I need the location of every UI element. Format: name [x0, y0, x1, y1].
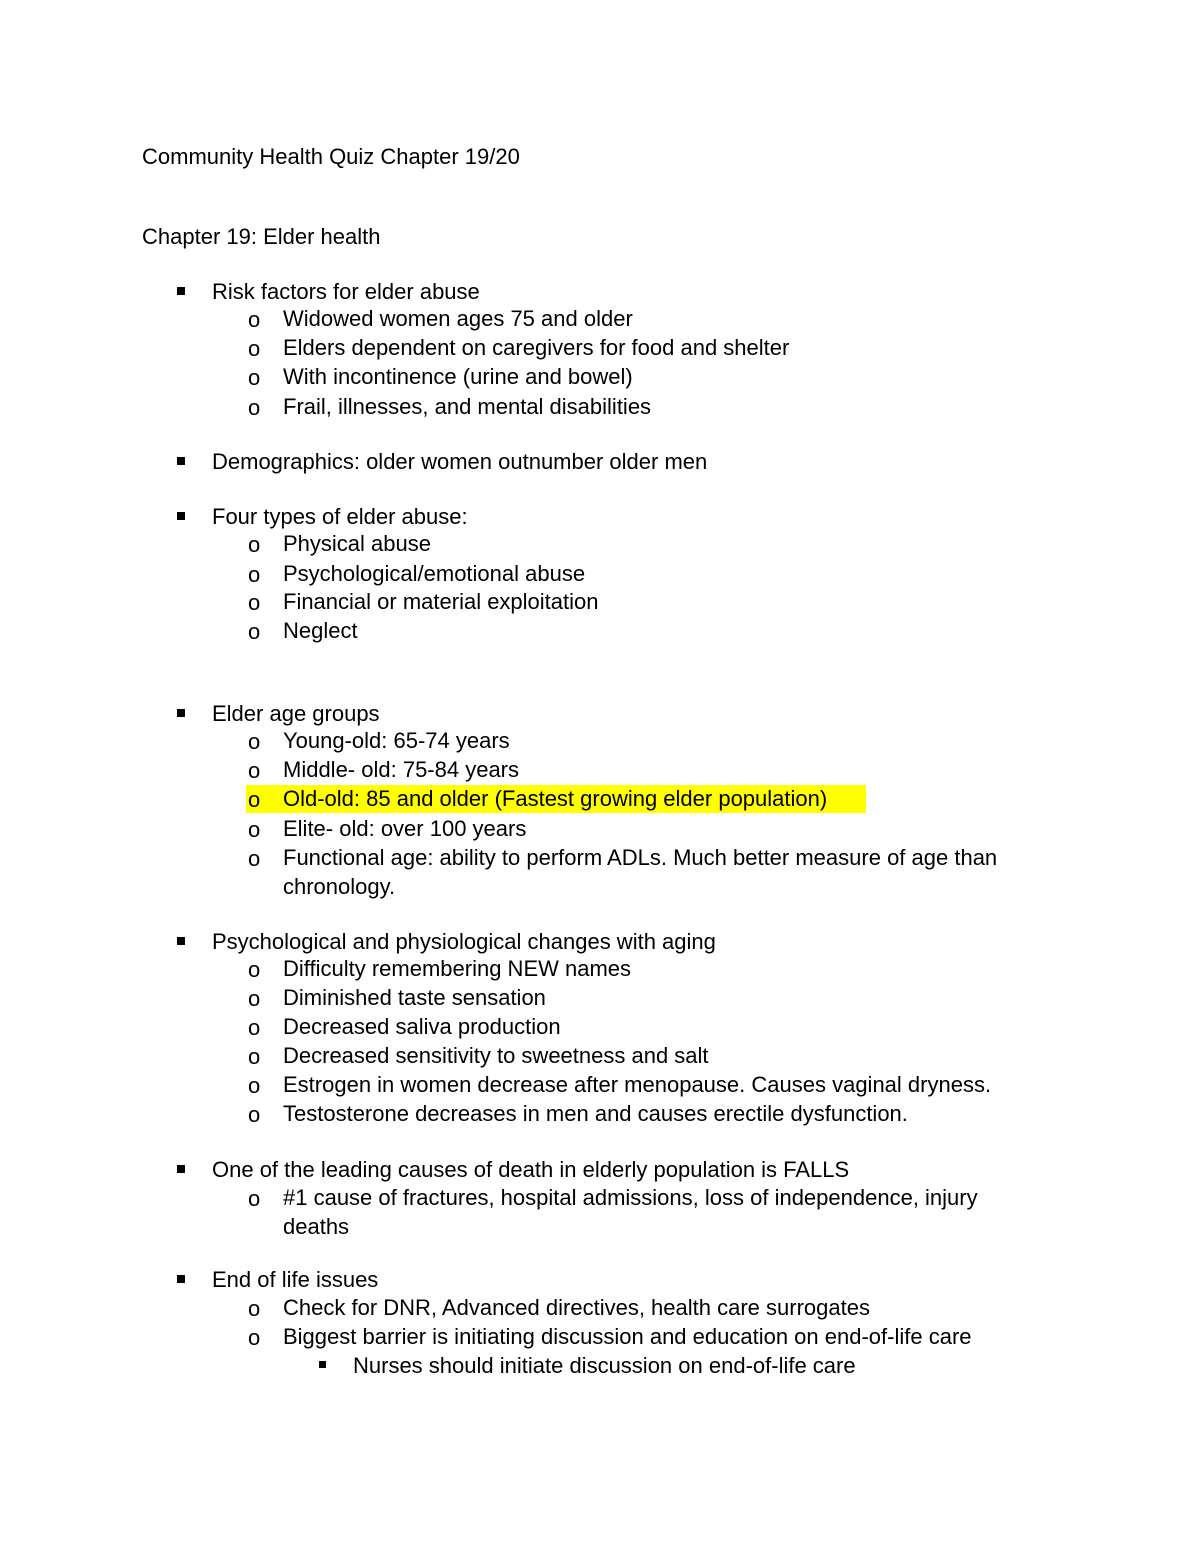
list-item: Physical abuse: [283, 531, 431, 556]
list-item: Young-old: 65-74 years: [283, 728, 510, 753]
list-item: Biggest barrier is initiating discussion and education on end-of-life care: [283, 1324, 972, 1349]
square-bullet-icon: [177, 709, 185, 717]
list-item-continuation: chronology.: [283, 874, 396, 899]
circle-bullet-icon: o: [248, 532, 261, 557]
list-item: Frail, illnesses, and mental disabilities: [283, 394, 652, 419]
square-bullet-icon: [177, 937, 185, 945]
circle-bullet-icon: o: [248, 365, 261, 390]
circle-bullet-icon: o: [248, 758, 261, 783]
list-item: Decreased saliva production: [283, 1014, 561, 1039]
list-item: Diminished taste sensation: [283, 985, 546, 1010]
circle-bullet-icon: o: [248, 1325, 261, 1350]
section-heading: End of life issues: [212, 1267, 379, 1292]
section-heading: Risk factors for elder abuse: [212, 279, 480, 304]
list-item: With incontinence (urine and bowel): [283, 364, 633, 389]
section-heading: Elder age groups: [212, 701, 380, 726]
list-item: Psychological/emotional abuse: [283, 561, 586, 586]
list-item: #1 cause of fractures, hospital admissions, loss of independence, injury: [283, 1185, 978, 1210]
list-item: Difficulty remembering NEW names: [283, 956, 632, 981]
square-bullet-icon: [177, 1165, 185, 1173]
circle-bullet-icon: o: [248, 562, 261, 587]
circle-bullet-icon: o: [248, 729, 261, 754]
list-item: Testosterone decreases in men and causes erectile dysfunction.: [283, 1101, 908, 1126]
section-heading: Psychological and physiological changes with aging: [212, 929, 716, 954]
list-item: Financial or material exploitation: [283, 589, 599, 614]
square-bullet-icon: [319, 1361, 326, 1368]
list-item: Elders dependent on caregivers for food and shelter: [283, 335, 790, 360]
circle-bullet-icon: o: [248, 846, 261, 871]
circle-bullet-icon: o: [248, 619, 261, 644]
square-bullet-icon: [177, 287, 185, 295]
circle-bullet-icon: o: [248, 1073, 261, 1098]
list-item: Estrogen in women decrease after menopause. Causes vaginal dryness.: [283, 1072, 992, 1097]
list-item: Neglect: [283, 618, 358, 643]
circle-bullet-icon: o: [248, 336, 261, 361]
circle-bullet-icon: o: [248, 986, 261, 1011]
circle-bullet-icon: o: [248, 1102, 261, 1127]
chapter-heading: Chapter 19: Elder health: [142, 224, 381, 249]
circle-bullet-icon: o: [248, 817, 261, 842]
circle-bullet-icon: o: [248, 1186, 261, 1211]
list-item: Check for DNR, Advanced directives, health care surrogates: [283, 1295, 870, 1320]
circle-bullet-icon: o: [248, 1296, 261, 1321]
square-bullet-icon: [177, 512, 185, 520]
section-heading: One of the leading causes of death in elderly population is FALLS: [212, 1157, 850, 1182]
list-item: Decreased sensitivity to sweetness and salt: [283, 1043, 709, 1068]
list-item: Functional age: ability to perform ADLs. Much better measure of age than: [283, 845, 998, 870]
list-item: Elite- old: over 100 years: [283, 816, 527, 841]
list-item: Widowed women ages 75 and older: [283, 306, 633, 331]
list-item-continuation: deaths: [283, 1214, 350, 1239]
square-bullet-icon: [177, 1275, 185, 1283]
circle-bullet-icon: o: [248, 307, 261, 332]
circle-bullet-icon: o: [248, 1044, 261, 1069]
list-subitem: Nurses should initiate discussion on end-of-life care: [353, 1353, 856, 1378]
list-item: Middle- old: 75-84 years: [283, 757, 520, 782]
document-title: Community Health Quiz Chapter 19/20: [142, 144, 520, 169]
circle-bullet-icon: o: [248, 395, 261, 420]
list-item-highlighted: Old-old: 85 and older (Fastest growing elder population): [283, 786, 828, 811]
section-heading: Four types of elder abuse:: [212, 504, 468, 529]
section-heading: Demographics: older women outnumber older men: [212, 449, 708, 474]
circle-bullet-icon: o: [248, 957, 261, 982]
circle-bullet-icon: o: [248, 590, 261, 615]
circle-bullet-icon: o: [248, 787, 261, 812]
square-bullet-icon: [177, 457, 185, 465]
circle-bullet-icon: o: [248, 1015, 261, 1040]
